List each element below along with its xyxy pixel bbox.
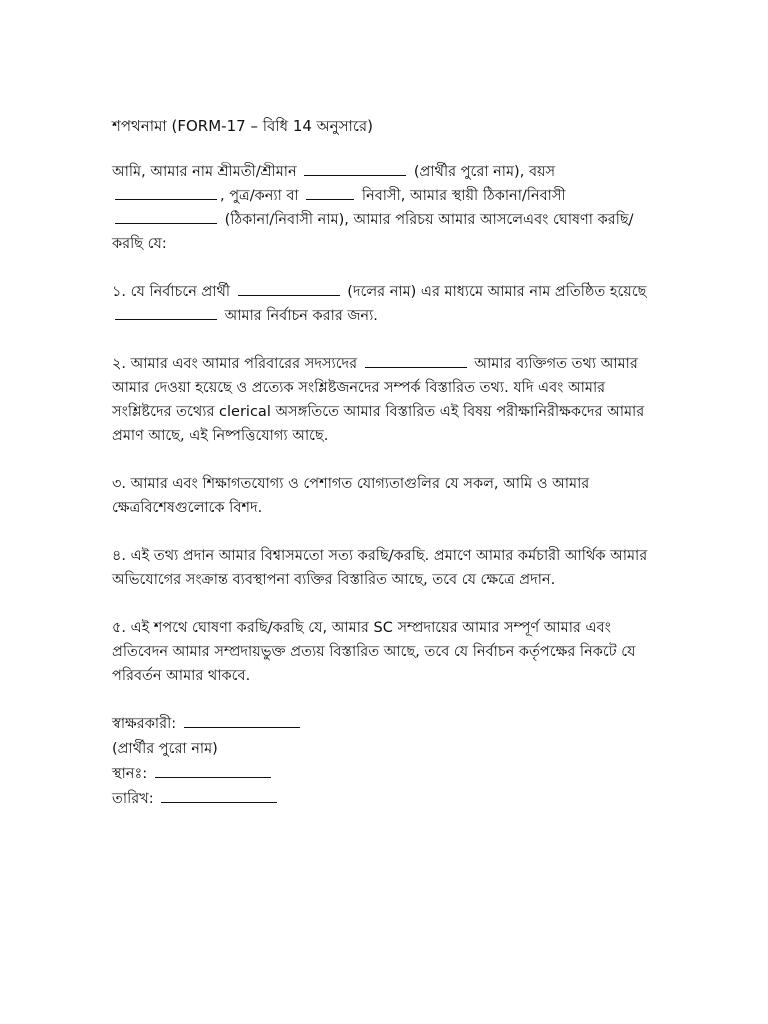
clause-5-text-c: সম্প্রদায়ের আমার সম্পূর্ণ আমার এবং প্রতিবেদন আমার সম্প্রদায়ভুক্ত প্রত্যয় বিস্তারিত আছে, তবে যে নির্বাচন কর্তৃপক্ষের নিকটে যে পরিবর্তন আমার থাকবে. [112,620,636,684]
party-blank[interactable] [238,281,340,296]
date-label: তারিখ: [112,791,154,807]
affidavit-page [112,114,660,812]
clause-5-text-a: ৫. এই শপথে ঘোষণা করছি/করছি যে, আমার [112,620,369,636]
clause-1-text-c: প্রতিষ্ঠিত হয়েছে [554,284,647,300]
signature-block [112,712,660,812]
intro-text-a: আমি, আমার নাম শ্রীমতী/শ্রীমান [112,164,297,180]
parent-blank[interactable] [306,185,354,200]
clause-3-text-a: ৩. আমার এবং শিক্ষাগতযোগ্য ও পেশাগত যোগ্যতাগুলির যে সকল, আমি ও আমার ক্ষেত্রবিশেষগুলোকে বিশদ. [112,476,590,516]
clause-4 [112,544,660,592]
intro-text-h: আসলেএবং ঘোষণা করছি/করছি যে: [112,212,634,252]
intro-text-f: ঠিকানা/নিবাসী [482,188,566,204]
age-blank[interactable] [115,185,217,200]
clause-1 [112,280,660,328]
signature-line [112,712,660,737]
clause-1-text-d: আমার নির্বাচন করার জন্য. [224,308,378,324]
clause-1-text-b: (দলের নাম) এর মাধ্যমে আমার নাম [347,284,551,300]
date-line [112,787,660,812]
intro-text-d: , পুত্র/কন্যা বা [220,188,299,204]
place-blank[interactable] [155,763,271,778]
document-title: শপথনামা (FORM-17 – বিধি 14 অনুসারে) [112,117,374,135]
clause-2 [112,352,660,448]
clause-4-text-a: ৪. এই তথ্য প্রদান আমার বিশ্বাসমতো সত্য করছি/করছি. প্রমাণে আমার কর্মচারী আর্থিক আমার অভিযোগের সংক্রান্ত ব্যবস্থাপনা ব্যক্তির বিস্তারিত আছে, তবে যে ক্ষেত্রে প্রদান. [112,548,648,588]
intro-text-e: নিবাসী, আমার স্থায়ী [361,188,479,204]
clause-5 [112,616,660,688]
candidate-name-blank[interactable] [304,161,406,176]
clause-2-text-a: ২. আমার এবং আমার পরিবারের সদস্যদের [112,356,358,372]
place-label: স্থানঃ: [112,766,148,782]
clause-3 [112,472,660,520]
intro-text-g: (ঠিকানা/নিবাসী নাম), আমার পরিচয় আমার [224,212,476,228]
date-blank[interactable] [161,788,277,803]
signature-blank[interactable] [184,713,300,728]
address-blank[interactable] [115,209,217,224]
clause-2-text-d: অসঙ্গতিতে আমার বিস্তারিত এই বিষয় পরীক্ষানিরীক্ষকদের আমার প্রমাণ আছে, এই নিষ্পত্তিযোগ্য আছে. [112,404,645,444]
intro-paragraph [112,160,660,256]
clause-5-text-b: SC [373,620,393,636]
clause-1-text-a: ১. যে নির্বাচনে প্রার্থী [112,284,231,300]
intro-text-b: (প্রার্থীর পুরো নাম), [413,164,525,180]
place-line [112,762,660,787]
clause-2-text-c: clerical [219,404,271,420]
clause-2-text-b: আমার ব্যক্তিগত তথ্য আমার আমার দেওয়া হয়েছে ও প্রত্যেক সংশ্লিষ্টজনদের সম্পর্ক বিস্তারিত তথ্য. যদি এবং আমার সংশ্লিষ্টদের তথ্যের [112,356,638,420]
candidate-name-note: (প্রার্থীর পুরো নাম) [112,741,218,757]
family-blank[interactable] [365,353,467,368]
intro-text-c: বয়স [528,164,556,180]
signature-label: স্বাক্ষরকারী: [112,716,177,732]
constituency-blank[interactable] [115,305,217,320]
